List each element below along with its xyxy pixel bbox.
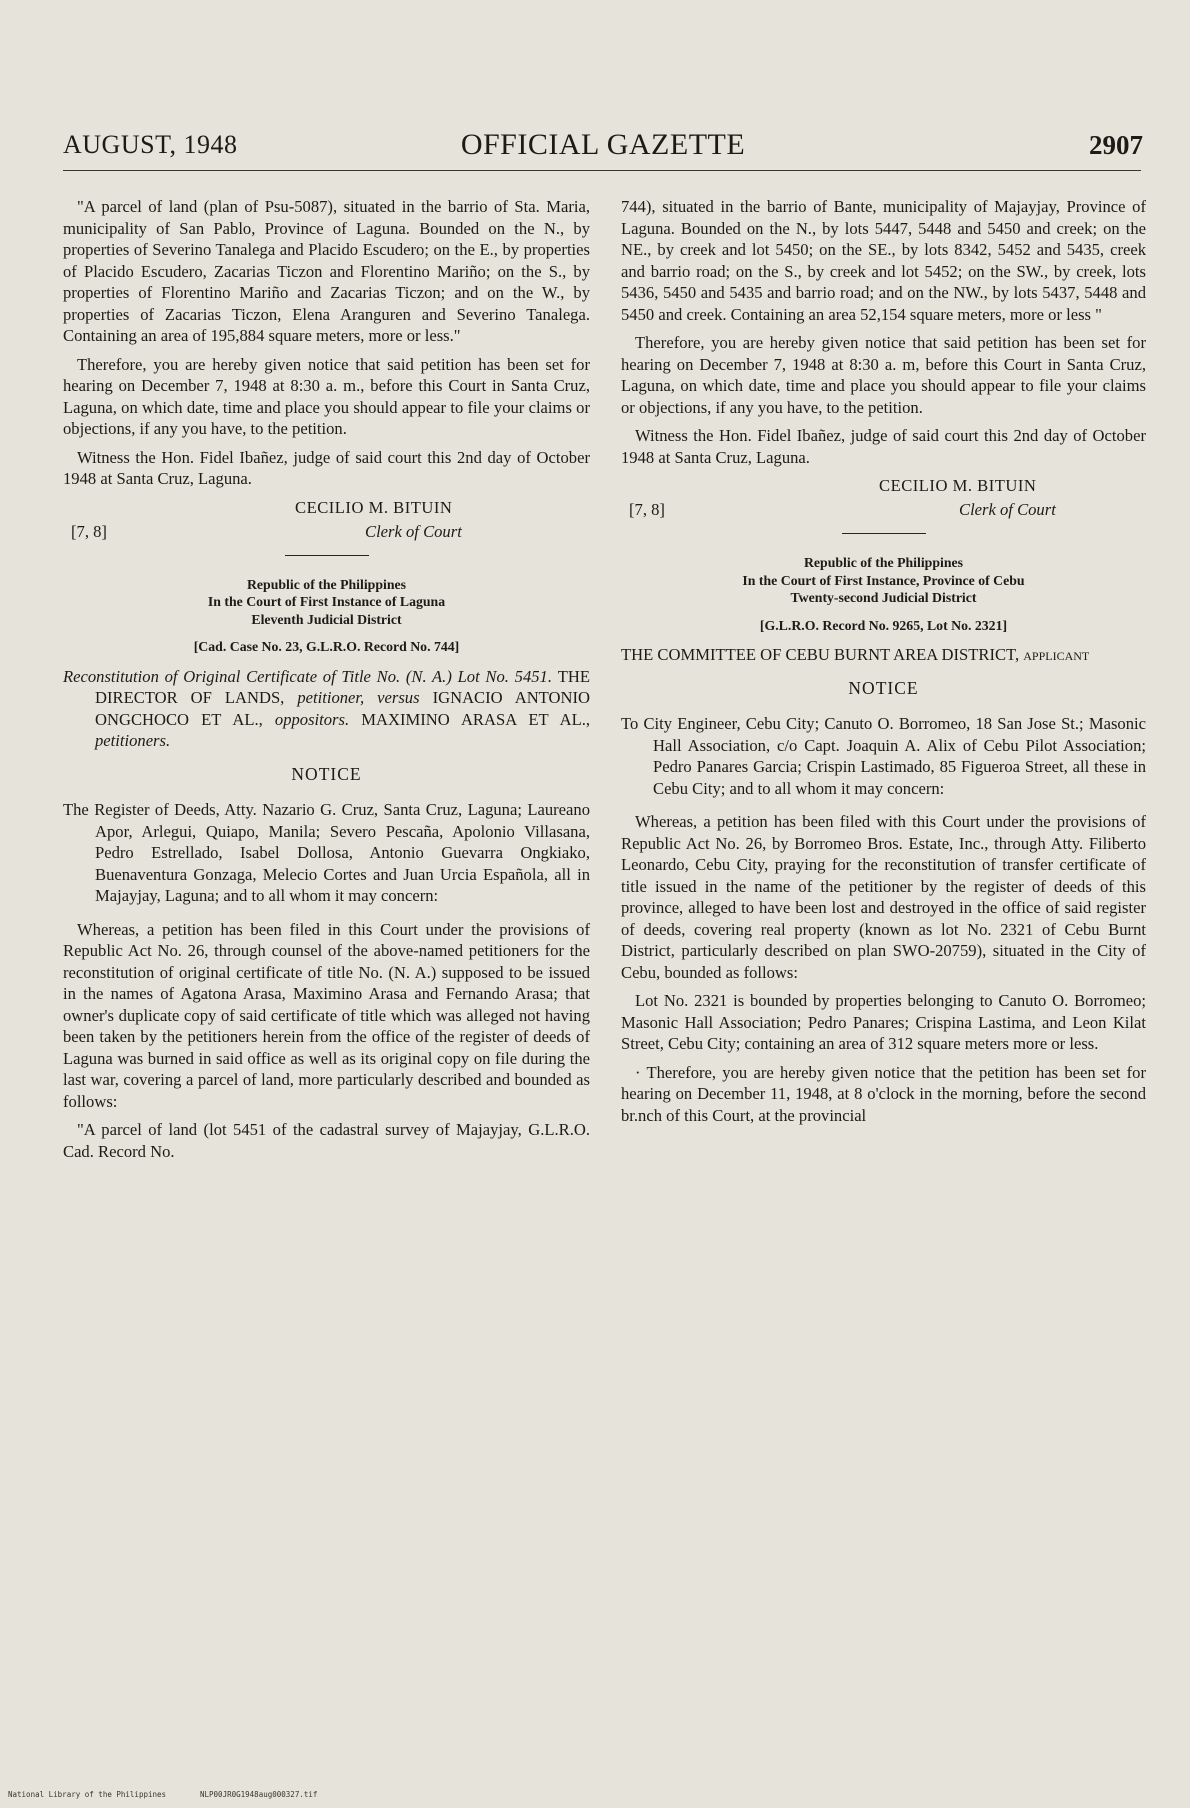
hearing-notice-paragraph: Therefore, you are hereby given notice that said petition has been set for hearing on December 7, 1948 at 8:30 a. m, before this Court in Santa Cruz, Laguna, on which date, time and place you should appear to file your claims or objections, if any you have, to the petition. [621,333,1146,417]
court-republic: Republic of the Philippines [803,555,964,570]
caption-role-oppositor: oppositors. [274,709,350,729]
court-district: Twenty-second Judicial District [790,590,977,605]
witness-paragraph: Witness the Hon. Fidel Ibañez, judge of said court this 2nd day of October 1948 at Santa Cruz, Laguna. [63,447,590,488]
clerk-title: Clerk of Court [959,500,1056,519]
court-name: In the Court of First Instance of Laguna [207,594,446,609]
hearing-notice-paragraph-cebu: · Therefore, you are hereby given notice that the petition has been set for hearing on December 11, 1948, at 8 o'clock in the morning, before the second br.nch of this Court, at the provincial [621,1062,1146,1125]
page-number: 2907 [1089,130,1143,160]
clerk-name: CECILIO M. BITUIN [879,476,1037,495]
page-header [63,124,1143,168]
hearing-notice-paragraph: Therefore, you are hereby given notice that said petition has been set for hearing on December 7, 1948 at 8:30 a. m., before this Court in Santa Cruz, Laguna, on which date, time and place you should appear to file your claims or objections, if any you have, to the petition. [63,354,590,438]
court-name: In the Court of First Instance, Province of Cebu [742,572,1025,588]
header-title: OFFICIAL GAZETTE [460,128,746,161]
clerk-title: Clerk of Court [365,521,462,541]
addressees-paragraph: To City Engineer, Cebu City; Canuto O. Borromeo, 18 San Jose St.; Masonic Hall Association, c/o Capt. Joaquin A. Alix of Cebu Pilot Association; Pedro Panares Garcia; Crispin Lastimado, 85 Figueroa Street, all these in Cebu City; and to all whom it may concern: [621,714,1146,798]
footer-filename: NLP00JR0G1948aug000327.tif [200,1790,318,1799]
section-divider [842,533,926,534]
section-divider [285,555,369,556]
case-caption [63,666,590,752]
court-district: Eleventh Judicial District [251,611,402,627]
land-description-paragraph: "A parcel of land (plan of Psu-5087), situated in the barrio of Sta. Maria, municipality of San Pablo, Province of Laguna. Bounded on the N., by properties of Severino Tanalega and Placido Escudero; on the E., by properties of Placido Escudero, Zacarias Ticzon and Florentino Mariño; on the S., by properties of Florentino Mariño and Zacarias Ticzon; and on the W., by properties of Zacarias Ticzon, Elena Aranguren and Severino Tanalega. Containing an area of 195,884 square meters, more or less." [63,197,590,345]
record-number: [G.L.R.O. Record No. 9265, Lot No. 2321] [759,617,1008,633]
notice-heading: NOTICE [848,677,919,698]
witness-paragraph: Witness the Hon. Fidel Ibañez, judge of said court this 2nd day of October 1948 at Santa Cruz, Laguna. [621,426,1146,467]
right-column [621,196,1146,1133]
header-date: AUGUST, 1948 [63,130,238,159]
clerk-name: CECILIO M. BITUIN [295,497,453,517]
court-heading [63,576,590,629]
signature-block [63,497,590,543]
scan-footer [8,1790,318,1799]
addressees-paragraph: The Register of Deeds, Atty. Nazario G. Cruz, Santa Cruz, Laguna; Laureano Apor, Arlegui, Quiapo, Manila; Severo Pescaña, Apolonio Villasana, Pedro Estrellado, Isabel Dollosa, Antonio Guevarra Ongkiako, Buenaventura Gonzaga, Melecio Cortes and Juan Urcia Española, all in Majayjay, Laguna; and to all whom it may concern: [63,800,590,905]
caption-title: Reconstitution of Original Certificate of Title No. (N. A.) Lot No. 5451. [63,666,552,686]
court-republic: Republic of the Philippines [246,576,407,592]
whereas-paragraph: Whereas, a petition has been filed with this Court under the provisions of Republic Act No. 26, by Borromeo Bros. Estate, Inc., through Atty. Filiberto Leonardo, Cebu City, praying for the reconstitution of transfer certificate of title issued in the name of the petitioner by the register of deeds of this province, alleged to have been lost and destroyed in the office of said register of deeds, covering real property (known as lot No. 2321 of Cebu Burnt District, particularly described on plan SWO-20759), situated in the City of Cebu, bounded as follows: [621,812,1146,982]
issue-reference: [7, 8] [629,500,665,519]
signature-block [621,475,1146,521]
header-rule [63,170,1141,171]
notice-heading: NOTICE [291,763,362,784]
footer-library: National Library of the Philippines [8,1790,167,1799]
caption-role-petitioner: petitioner, versus [297,688,420,707]
issue-reference: [7, 8] [71,521,107,541]
record-number: [Cad. Case No. 23, G.L.R.O. Record No. 744] [193,639,460,654]
caption-role-petitioners: petitioners. [95,731,171,750]
left-column [63,196,590,1169]
parcel-description-start: "A parcel of land (lot 5451 of the cadastral survey of Majayjay, G.L.R.O. Cad. Record No. [63,1120,590,1161]
applicant-caption: THE COMMITTEE OF CEBU BURNT AREA DISTRICT, applicant [621,645,1090,664]
caption-petitioner: THE DIRECTOR OF LANDS, [95,666,590,707]
court-heading [621,554,1146,607]
parcel-description-continued: 744), situated in the barrio of Bante, municipality of Majayjay, Province of Laguna. Bounded on the N., by lots 5447, 5448 and 5450 and creek; on the NE., by creek and lot 5450; on the SE., by lots 8342, 5452 and 5435, creek and barrio road; on the S., by creek and lot 5452; on the SW., by creek, lots 5436, 5450 and 5435 and barrio road; and on the NW., by lots 5437, 5448 and 5450 and creek. Containing an area 52,154 square meters, more or less " [621,197,1146,324]
lot-boundary-paragraph: Lot No. 2321 is bounded by properties belonging to Canuto O. Borromeo; Masonic Hall Association; Pedro Panares; Crispina Lastima, and Leon Kilat Street, Cebu City; containing an area of 312 square meters more or less. [621,991,1146,1053]
whereas-paragraph: Whereas, a petition has been filed in this Court under the provisions of Republic Act No. 26, through counsel of the above-named petitioners for the reconstitution of original certificate of title No. (N. A.) supposed to be issued in the names of Agatona Arasa, Maximino Arasa and Fernando Arasa; that owner's duplicate copy of said certificate of title which was alleged not having been taken by the petitioners herein from the office of the register of deeds of Laguna was burned in said office as well as its original copy on file during the last war, covering a parcel of land, more particularly described and bounded as follows: [63,919,590,1111]
caption-oppositor: IGNACIO ANTONIO ONGCHOCO ET AL., [95,688,590,729]
caption-petitioners: MAXIMINO ARASA ET AL., [361,709,590,729]
